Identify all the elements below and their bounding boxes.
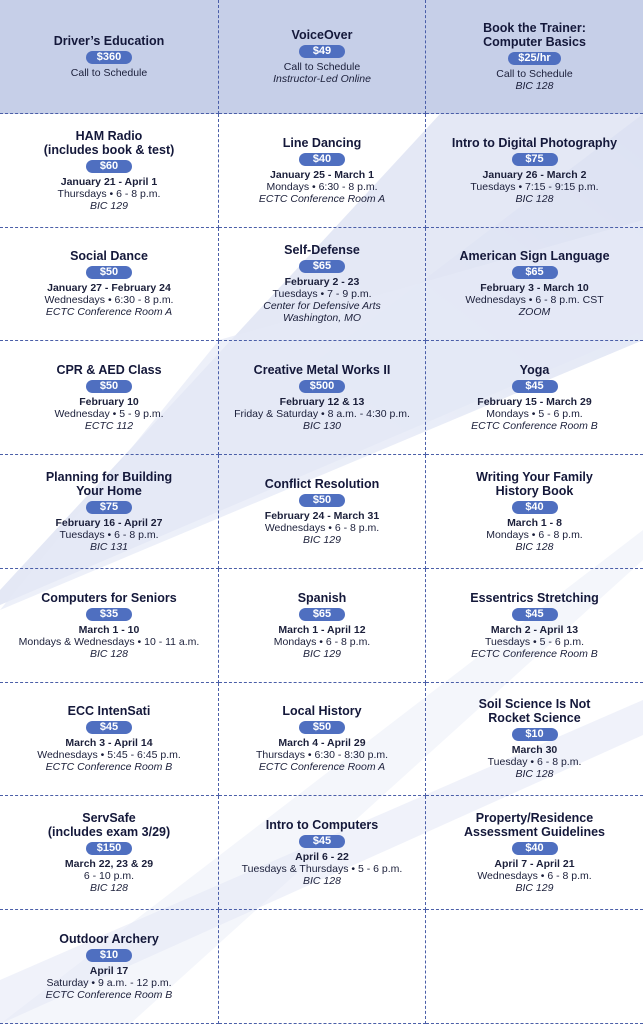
course-time: Tuesdays • 7 - 9 p.m. [272, 288, 372, 301]
course-title: Spanish [297, 590, 347, 605]
course-time: Mondays • 6:30 - 8 p.m. [266, 180, 378, 193]
course-location: BIC 128 [90, 647, 128, 660]
schedule-note: Call to Schedule [496, 67, 573, 80]
price-badge: $45 [86, 721, 132, 734]
course-time: Tuesday • 6 - 8 p.m. [487, 756, 582, 769]
price-badge: $45 [512, 608, 558, 621]
course-card-book-the-trainer-computer-basics [426, 0, 643, 114]
course-time: Tuesdays • 5 - 6 p.m. [485, 635, 584, 648]
price-badge: $45 [512, 380, 558, 393]
course-location: Instructor-Led Online [273, 72, 371, 85]
course-dates: February 24 - March 31 [264, 509, 380, 522]
course-title: Outdoor Archery [59, 932, 159, 946]
course-dates: March 30 [511, 744, 558, 757]
price-badge: $50 [299, 494, 345, 507]
course-card-local-history [219, 683, 426, 797]
schedule-note: Call to Schedule [70, 66, 148, 79]
course-card-yoga [426, 341, 643, 455]
course-time: Tuesdays • 6 - 8 p.m. [59, 528, 159, 541]
course-title: Driver’s Education [53, 33, 165, 48]
course-time: Thursdays • 6 - 8 p.m. [57, 187, 161, 200]
course-card-line-dancing [219, 114, 426, 228]
course-title: CPR & AED Class [56, 363, 162, 378]
course-dates: April 6 - 22 [295, 851, 349, 864]
course-card-conflict-resolution [219, 455, 426, 569]
course-title: Book the Trainer: Computer Basics [483, 20, 586, 49]
course-card-writing-your-family-history-book [426, 455, 643, 569]
course-card-spanish [219, 569, 426, 683]
course-dates: February 10 [79, 396, 139, 409]
course-time: Saturday • 9 a.m. - 12 p.m. [46, 977, 172, 989]
course-title: ServSafe (includes exam 3/29) [47, 811, 171, 840]
course-location: BIC 128 [303, 875, 341, 888]
course-title: Intro to Computers [265, 818, 379, 833]
course-time: Wednesdays • 6 - 8 p.m. [264, 521, 380, 534]
course-dates: January 27 - February 24 [47, 282, 171, 295]
course-title: VoiceOver [291, 27, 353, 42]
price-badge: $49 [299, 45, 345, 58]
course-card-ham-radio-includes-book-test [0, 114, 219, 228]
price-badge: $50 [299, 721, 345, 734]
course-card-creative-metal-works-ii [219, 341, 426, 455]
price-badge: $65 [299, 608, 345, 621]
course-title: Planning for Building Your Home [45, 469, 173, 498]
course-dates: February 16 - April 27 [55, 516, 163, 529]
course-title: Social Dance [70, 249, 148, 264]
course-location: ECTC 112 [84, 420, 134, 433]
course-location: ECTC Conference Room A [45, 306, 173, 319]
course-dates: March 4 - April 29 [278, 737, 366, 750]
course-title: Essentrics Stretching [470, 590, 599, 605]
course-location: BIC 128 [515, 540, 554, 553]
course-dates: March 1 - 10 [78, 623, 140, 636]
course-dates: February 15 - March 29 [477, 396, 592, 409]
course-location: BIC 130 [303, 420, 341, 433]
course-dates: February 3 - March 10 [480, 282, 589, 295]
course-card-intro-to-computers [219, 796, 426, 910]
course-location: Washington, MO [282, 312, 361, 325]
course-time: Mondays • 6 - 8 p.m. [486, 528, 583, 541]
course-time: Tuesdays • 7:15 - 9:15 p.m. [470, 180, 599, 193]
course-title: Line Dancing [282, 135, 362, 150]
course-card-driver-s-education [0, 0, 219, 114]
course-location: ECTC Conference Room B [45, 989, 173, 1001]
course-time: Wednesdays • 6:30 - 8 p.m. [44, 294, 174, 307]
course-location: BIC 131 [90, 540, 128, 553]
course-location: BIC 128 [515, 79, 554, 92]
price-badge: $75 [512, 153, 558, 166]
course-dates: March 2 - April 13 [490, 623, 579, 636]
price-badge: $45 [299, 835, 345, 848]
course-dates: March 1 - 8 [507, 516, 562, 529]
course-location: BIC 129 [515, 882, 554, 895]
course-title: Intro to Digital Photography [451, 135, 618, 150]
course-time: Mondays • 5 - 6 p.m. [486, 408, 583, 421]
course-title: ECC IntenSati [67, 704, 151, 719]
course-time: Wednesday • 5 - 9 p.m. [54, 408, 164, 421]
price-badge: $40 [299, 153, 345, 166]
course-card-planning-for-building-your-home [0, 455, 219, 569]
course-card-essentrics-stretching [426, 569, 643, 683]
price-badge: $10 [512, 728, 558, 741]
course-card-voiceover [219, 0, 426, 114]
course-time: Mondays & Wednesdays • 10 - 11 a.m. [18, 635, 200, 648]
course-title: Local History [282, 704, 362, 719]
course-card-soil-science-is-not-rocket-science [426, 683, 643, 797]
price-badge: $25/hr [508, 52, 560, 65]
course-title: Yoga [519, 363, 550, 378]
course-title: Soil Science Is Not Rocket Science [478, 697, 591, 726]
course-dates: January 21 - April 1 [60, 175, 158, 188]
course-dates: March 3 - April 14 [65, 737, 153, 750]
course-time: Thursdays • 6:30 - 8:30 p.m. [255, 749, 389, 762]
course-location: Center for Defensive Arts [263, 300, 381, 313]
course-location: ECTC Conference Room B [471, 420, 598, 433]
course-dates: February 12 & 13 [279, 396, 365, 409]
course-dates: March 1 - April 12 [278, 623, 366, 636]
course-card-property-residence-assessment-guidelines [426, 796, 643, 910]
course-title: HAM Radio (includes book & test) [43, 128, 175, 157]
price-badge: $40 [512, 501, 558, 514]
course-dates: April 17 [89, 965, 129, 977]
course-dates: January 26 - March 2 [482, 168, 587, 181]
course-time: Wednesdays • 5:45 - 6:45 p.m. [37, 749, 181, 762]
price-badge: $35 [86, 608, 132, 621]
course-card-social-dance [0, 228, 219, 342]
course-dates: February 2 - 23 [284, 276, 360, 289]
course-card-ecc-intensati [0, 683, 219, 797]
price-badge: $65 [512, 266, 558, 279]
course-time: Mondays • 6 - 8 p.m. [273, 635, 371, 648]
empty-cell [219, 910, 426, 1024]
course-location: ECTC Conference Room A [258, 192, 386, 205]
course-time: Tuesdays & Thursdays • 5 - 6 p.m. [241, 863, 403, 876]
course-location: ZOOM [518, 306, 551, 319]
course-location: BIC 128 [515, 768, 554, 781]
course-time: Wednesdays • 6 - 8 p.m. CST [465, 294, 604, 307]
course-title: Writing Your Family History Book [476, 469, 593, 498]
price-badge: $60 [86, 160, 132, 173]
price-badge: $50 [86, 266, 132, 279]
price-badge: $10 [86, 949, 132, 962]
course-time: Wednesdays • 6 - 8 p.m. [477, 870, 592, 883]
course-title: American Sign Language [459, 249, 610, 264]
course-card-cpr-aed-class [0, 341, 219, 455]
course-card-outdoor-archery [0, 910, 219, 1024]
price-badge: $360 [86, 51, 132, 64]
price-badge: $500 [299, 380, 345, 393]
course-card-american-sign-language [426, 228, 643, 342]
course-location: ECTC Conference Room A [258, 761, 386, 774]
course-location: BIC 129 [303, 647, 341, 660]
course-title: Property/Residence Assessment Guidelines [463, 811, 606, 840]
schedule-note: Call to Schedule [283, 60, 361, 73]
course-title: Creative Metal Works II [253, 363, 391, 378]
empty-cell [426, 910, 643, 1024]
course-card-self-defense [219, 228, 426, 342]
course-time: 6 - 10 p.m. [83, 870, 135, 883]
course-card-servsafe-includes-exam-3-29 [0, 796, 219, 910]
price-badge: $40 [512, 842, 558, 855]
course-title: Self-Defense [284, 243, 360, 258]
price-badge: $150 [86, 842, 132, 855]
price-badge: $50 [86, 380, 132, 393]
course-dates: March 22, 23 & 29 [64, 858, 154, 871]
price-badge: $75 [86, 501, 132, 514]
course-title: Computers for Seniors [41, 590, 177, 605]
course-location: BIC 129 [303, 533, 341, 546]
course-location: ECTC Conference Room B [45, 761, 173, 774]
course-location: BIC 128 [515, 192, 554, 205]
course-location: BIC 128 [90, 882, 128, 895]
course-title: Conflict Resolution [264, 476, 380, 491]
course-dates: April 7 - April 21 [494, 858, 575, 871]
price-badge: $65 [299, 260, 345, 273]
course-card-intro-to-digital-photography [426, 114, 643, 228]
course-location: ECTC Conference Room B [471, 647, 598, 660]
course-dates: January 25 - March 1 [270, 168, 374, 181]
course-location: BIC 129 [90, 199, 128, 212]
course-time: Friday & Saturday • 8 a.m. - 4:30 p.m. [234, 408, 410, 421]
course-card-computers-for-seniors [0, 569, 219, 683]
